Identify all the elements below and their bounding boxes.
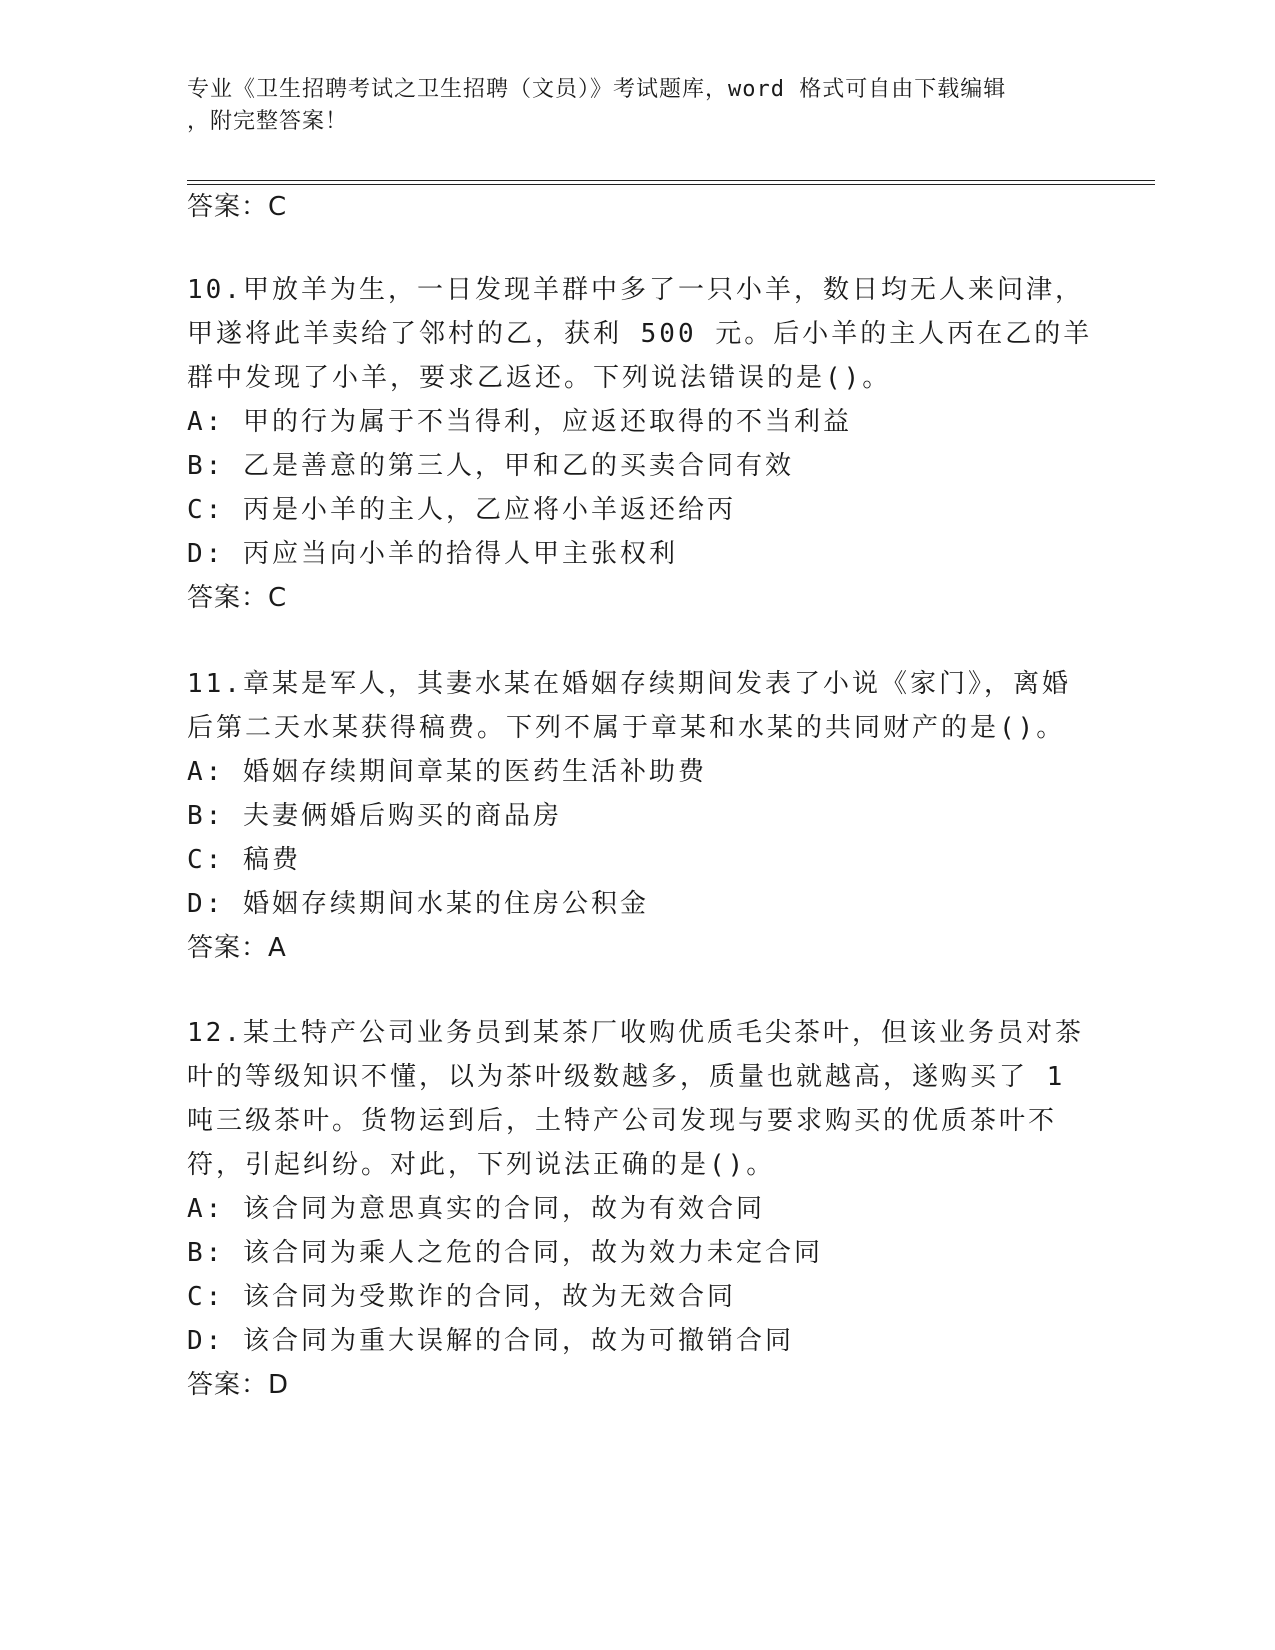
header-divider-bottom (187, 184, 1155, 185)
answer-previous: 答案：C (187, 192, 288, 222)
header-divider-top (187, 180, 1155, 181)
question-11-stem-line: 11.章某是军人，其妻水某在婚姻存续期间发表了小说《家门》，离婚 (187, 669, 1071, 699)
question-12-option-c: C: 该合同为受欺诈的合同，故为无效合同 (187, 1282, 736, 1312)
question-12-answer: 答案：D (187, 1370, 290, 1400)
question-10-stem-line: 甲遂将此羊卖给了邻村的乙，获利 500 元。后小羊的主人丙在乙的羊 (187, 319, 1093, 349)
question-10-option-c: C: 丙是小羊的主人，乙应将小羊返还给丙 (187, 495, 736, 525)
question-12-stem-line: 符，引起纠纷。对此，下列说法正确的是()。 (187, 1150, 776, 1180)
question-11-option-a: A: 婚姻存续期间章某的医药生活补助费 (187, 757, 707, 787)
question-11-stem-line: 后第二天水某获得稿费。下列不属于章某和水某的共同财产的是()。 (187, 713, 1066, 743)
question-10-stem-line: 群中发现了小羊，要求乙返还。下列说法错误的是()。 (187, 363, 892, 393)
question-12-stem-line: 12.某土特产公司业务员到某茶厂收购优质毛尖茶叶，但该业务员对茶 (187, 1018, 1084, 1048)
question-12-stem-line: 吨三级茶叶。货物运到后，土特产公司发现与要求购买的优质茶叶不 (187, 1106, 1058, 1136)
question-11-answer: 答案：A (187, 933, 287, 963)
question-11-option-d: D: 婚姻存续期间水某的住房公积金 (187, 889, 649, 919)
question-12-stem-line: 叶的等级知识不懂，以为茶叶级数越多，质量也就越高，遂购买了 1 (187, 1062, 1066, 1092)
question-10-option-a: A: 甲的行为属于不当得利，应返还取得的不当利益 (187, 407, 852, 437)
question-12-option-d: D: 该合同为重大误解的合同，故为可撤销合同 (187, 1326, 794, 1356)
question-11-option-b: B: 夫妻俩婚后购买的商品房 (187, 801, 562, 831)
question-12-option-a: A: 该合同为意思真实的合同，故为有效合同 (187, 1194, 765, 1224)
question-10-option-d: D: 丙应当向小羊的拾得人甲主张权利 (187, 539, 678, 569)
question-12-option-b: B: 该合同为乘人之危的合同，故为效力未定合同 (187, 1238, 823, 1268)
question-11-option-c: C: 稿费 (187, 845, 301, 875)
header-note: 专业《卫生招聘考试之卫生招聘（文员）》考试题库，word 格式可自由下载编辑 ，附完整答案！ (187, 77, 1007, 134)
question-10-stem-line: 10.甲放羊为生，一日发现羊群中多了一只小羊，数日均无人来问津， (187, 275, 1084, 305)
question-10-option-b: B: 乙是善意的第三人，甲和乙的买卖合同有效 (187, 451, 794, 481)
question-10-answer: 答案：C (187, 583, 288, 613)
